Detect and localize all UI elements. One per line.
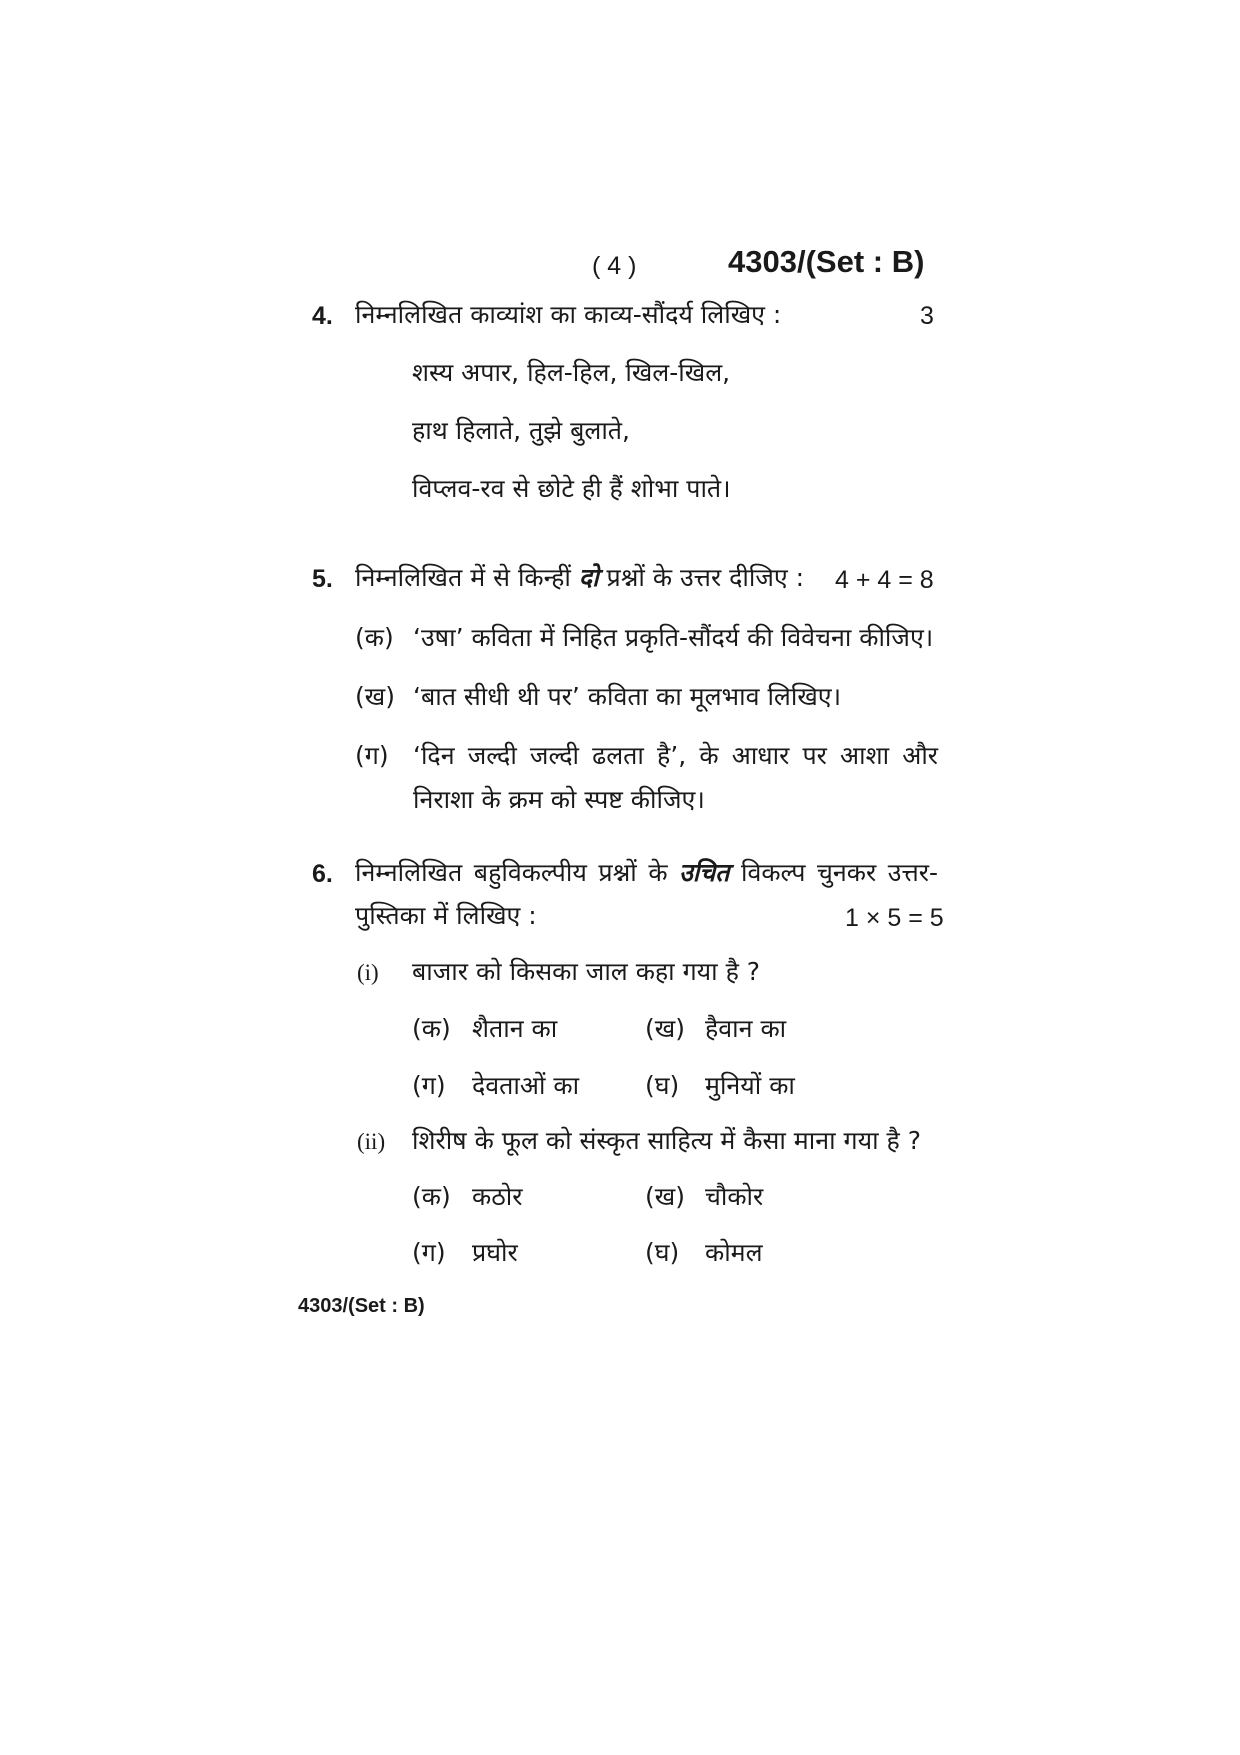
question-number: 4. (312, 302, 333, 330)
question-number: 6. (312, 860, 333, 888)
question-emphasis: उचित (679, 858, 730, 887)
question-text (355, 565, 804, 590)
option-label: (ग) (412, 1238, 446, 1267)
question-emphasis: दो (578, 563, 599, 592)
option-text: चौकोर (705, 1182, 764, 1211)
subquestion-text: बाजार को किसका जाल कहा गया है ? (412, 957, 761, 986)
question-number: 5. (312, 565, 333, 593)
part-label: (ग) (355, 741, 389, 770)
question-text-before: निम्नलिखित बहुविकल्पीय प्रश्नों के (355, 858, 668, 887)
option-label: (घ) (645, 1238, 680, 1267)
poem-line: शस्य अपार, हिल-हिल, खिल-खिल, (412, 358, 731, 387)
part-text-line-1: ‘दिन जल्दी जल्दी ढलता है’, के आधार पर आशा और (413, 741, 938, 770)
option-label: (क) (412, 1014, 451, 1043)
part-text: ‘बात सीधी थी पर’ कविता का मूलभाव लिखिए। (413, 682, 842, 711)
paper-code-footer: 4303/(Set : B) (298, 1295, 425, 1317)
question-marks: 4 + 4 = 8 (835, 566, 934, 594)
option-text: देवताओं का (472, 1071, 580, 1100)
option-text: कठोर (472, 1182, 523, 1211)
option-text: मुनियों का (705, 1071, 795, 1100)
poem-line: हाथ हिलाते, तुझे बुलाते, (412, 416, 630, 445)
option-label: (ग) (412, 1071, 446, 1100)
question-text: निम्नलिखित काव्यांश का काव्य-सौंदर्य लिखिए : (355, 300, 782, 329)
option-text: हैवान का (705, 1014, 787, 1043)
question-text-line-2: पुस्तिका में लिखिए : (355, 901, 537, 930)
question-text-row (355, 860, 938, 885)
part-label: (क) (355, 623, 394, 652)
option-label: (ख) (645, 1014, 685, 1043)
part-label: (ख) (355, 682, 395, 711)
subquestion-label: (ii) (357, 1129, 386, 1154)
option-label: (क) (412, 1182, 451, 1211)
option-label: (घ) (645, 1071, 680, 1100)
part-text-line (413, 743, 938, 768)
question-text-before: निम्नलिखित में से किन्हीं (355, 563, 571, 592)
page-number: ( 4 ) (592, 252, 637, 280)
option-label: (ख) (645, 1182, 685, 1211)
question-text-after: विकल्प चुनकर उत्तर- (740, 858, 938, 887)
poem-line: विप्लव-रव से छोटे ही हैं शोभा पाते। (412, 474, 731, 503)
option-text: प्रघोर (472, 1238, 518, 1267)
option-text: कोमल (705, 1238, 763, 1267)
subquestion-text: शिरीष के फूल को संस्कृत साहित्य में कैसा माना गया है ? (412, 1126, 921, 1155)
question-marks: 1 × 5 = 5 (845, 904, 944, 932)
paper-code-header: 4303/(Set : B) (728, 244, 925, 279)
part-text: ‘उषा’ कविता में निहित प्रकृति-सौंदर्य की विवेचना कीजिए। (413, 623, 934, 652)
part-text-line-2: निराशा के क्रम को स्पष्ट कीजिए। (413, 785, 705, 814)
question-text-after: प्रश्नों के उत्तर दीजिए : (606, 563, 805, 592)
question-marks: 3 (920, 302, 934, 330)
option-text: शैतान का (472, 1014, 558, 1043)
subquestion-label: (i) (357, 960, 379, 985)
question-text-line-1 (355, 860, 938, 885)
